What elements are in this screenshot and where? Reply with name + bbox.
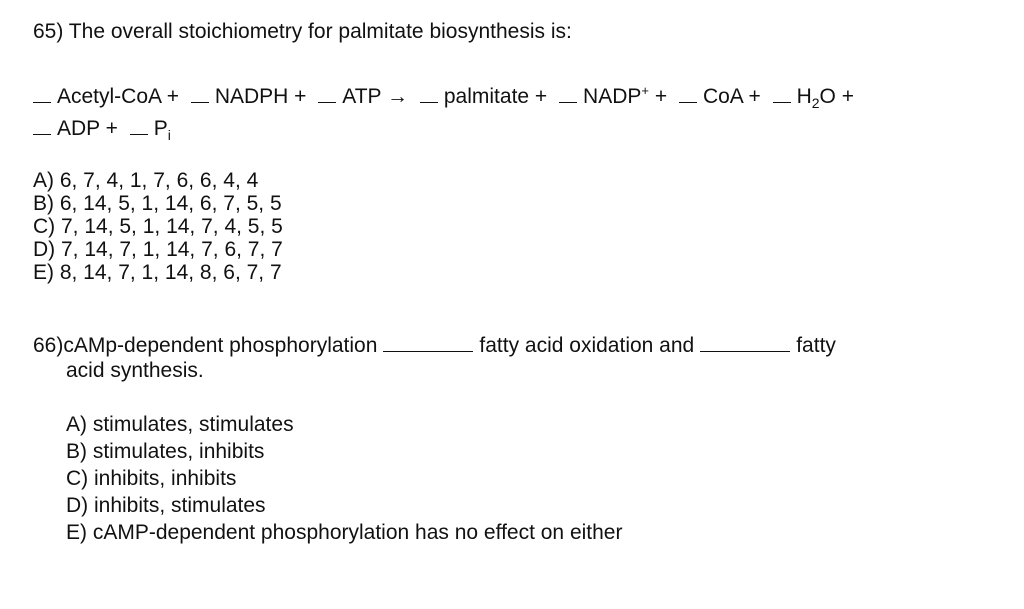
blank[interactable] <box>700 333 790 352</box>
term-pi: $P_i$ <box>153 117 171 144</box>
equation-line-1 <box>33 83 854 112</box>
blank[interactable] <box>420 84 438 103</box>
option-65-b[interactable]: B) 6, 14, 5, 1, 14, 6, 7, 5, 5 <box>33 192 282 215</box>
blank[interactable] <box>679 84 697 103</box>
term-h2o: $H_2O$ + <box>796 85 854 112</box>
term-atp: ATP → <box>342 85 409 108</box>
term-coa: CoA + <box>702 85 761 108</box>
blank[interactable] <box>773 84 791 103</box>
question-66-line-1 <box>33 333 836 358</box>
option-66-e[interactable]: E) cAMP-dependent phosphorylation has no effect on either <box>66 521 623 544</box>
blank[interactable] <box>383 333 473 352</box>
question-66-part1: 66)cAMp-dependent phosphorylation <box>33 334 378 357</box>
option-66-a[interactable]: A) stimulates, stimulates <box>66 413 294 436</box>
question-65-title: 65) The overall stoichiometry for palmitate biosynthesis is: <box>33 20 572 43</box>
term-palmitate: palmitate + <box>443 85 548 108</box>
option-65-a[interactable]: A) 6, 7, 4, 1, 7, 6, 6, 4, 4 <box>33 169 259 192</box>
term-adp: ADP + <box>57 117 118 140</box>
equation-line-2 <box>33 116 171 144</box>
question-66-part3: fatty <box>796 334 836 357</box>
blank[interactable] <box>33 116 51 135</box>
blank[interactable] <box>191 84 209 103</box>
option-66-b[interactable]: B) stimulates, inhibits <box>66 440 265 463</box>
blank[interactable] <box>33 84 51 103</box>
term-nadph: NADPH + <box>214 85 307 108</box>
blank[interactable] <box>559 84 577 103</box>
option-65-d[interactable]: D) 7, 14, 7, 1, 14, 7, 6, 7, 7 <box>33 238 283 261</box>
option-65-e[interactable]: E) 8, 14, 7, 1, 14, 8, 6, 7, 7 <box>33 261 282 284</box>
question-66-part2: fatty acid oxidation and <box>479 334 695 357</box>
option-66-d[interactable]: D) inhibits, stimulates <box>66 494 266 517</box>
option-66-c[interactable]: C) inhibits, inhibits <box>66 467 237 490</box>
option-65-c[interactable]: C) 7, 14, 5, 1, 14, 7, 4, 5, 5 <box>33 215 283 238</box>
question-66-line-2: acid synthesis. <box>66 359 204 382</box>
blank[interactable] <box>130 116 148 135</box>
blank[interactable] <box>318 84 336 103</box>
term-acetyl-coa: Acetyl-CoA + <box>57 85 179 108</box>
term-nadp: NADP+ + <box>583 83 668 108</box>
